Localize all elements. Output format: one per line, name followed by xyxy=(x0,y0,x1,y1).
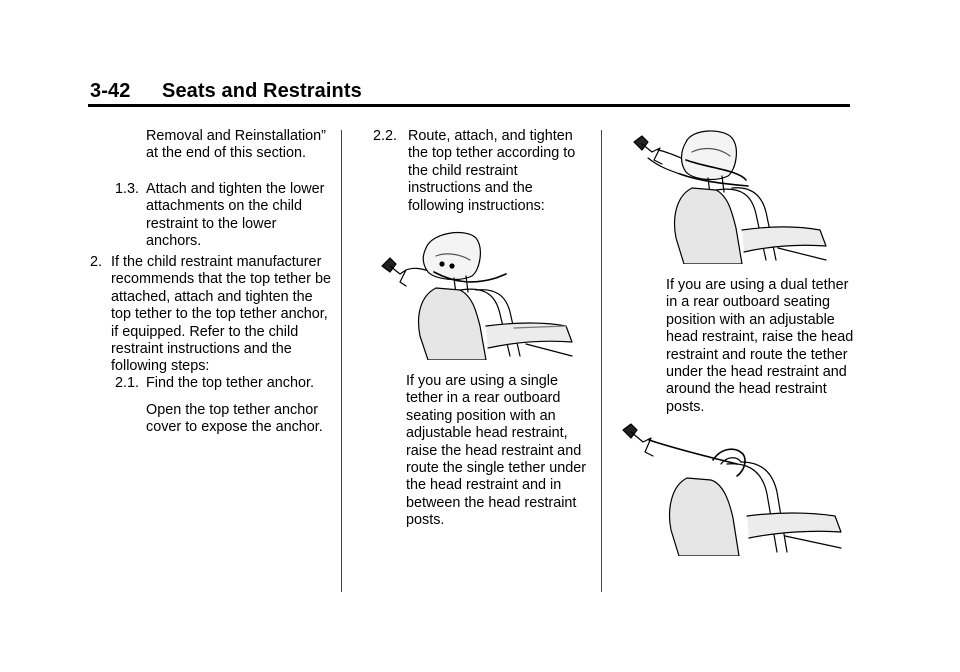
continuation-text: Removal and Reinstallation” at the end of this section. xyxy=(146,128,326,162)
figure-single-tether xyxy=(376,226,576,360)
page-header xyxy=(90,80,362,103)
header-rule xyxy=(88,104,850,107)
step-1-3 xyxy=(115,181,333,251)
step-2 xyxy=(90,254,336,376)
figure-tether-around-posts xyxy=(617,420,847,556)
column-divider-2 xyxy=(601,130,602,592)
column-divider-1 xyxy=(341,130,342,592)
step-text: If the child restraint manufacturer recommends that the top tether be attached, attach and tighten the top tether to the top tether anchor, if equipped. Refer to the child restraint instructions and the following steps: xyxy=(111,254,331,375)
seat-tether-around-posts-icon xyxy=(617,420,847,556)
seat-single-tether-icon xyxy=(376,226,576,360)
step-text: Route, attach, and tighten the top tether according to the child restraint instructions and the following instructions: xyxy=(408,128,576,214)
section-title: Seats and Restraints xyxy=(162,80,362,102)
step-label: 1.3. xyxy=(115,181,140,197)
caption-dual-tether: If you are using a dual tether in a rear outboard seating position with an adjustable head restraint, raise the head restraint and route the tether under the head restraint and around the head restraint posts. xyxy=(666,277,854,415)
step-2-2 xyxy=(373,128,593,215)
step-label: 2.2. xyxy=(373,128,398,144)
step-text: Find the top tether anchor. xyxy=(146,375,315,391)
caption-single-tether: If you are using a single tether in a rear outboard seating position with an adjustable head restraint, raise the head restraint and route the single tether under the head restraint and in between the head restraint posts. xyxy=(406,373,587,529)
page-number: 3-42 xyxy=(90,80,131,102)
figure-dual-tether xyxy=(628,130,828,264)
step-2-1-detail: Open the top tether anchor cover to expose the anchor. xyxy=(146,402,323,436)
step-label: 2.1. xyxy=(115,375,140,391)
seat-dual-tether-icon xyxy=(628,130,828,264)
step-2-1 xyxy=(115,375,335,392)
step-label: 2. xyxy=(90,254,103,270)
step-text: Attach and tighten the lower attachments on the child restraint to the lower anchors. xyxy=(146,181,325,250)
